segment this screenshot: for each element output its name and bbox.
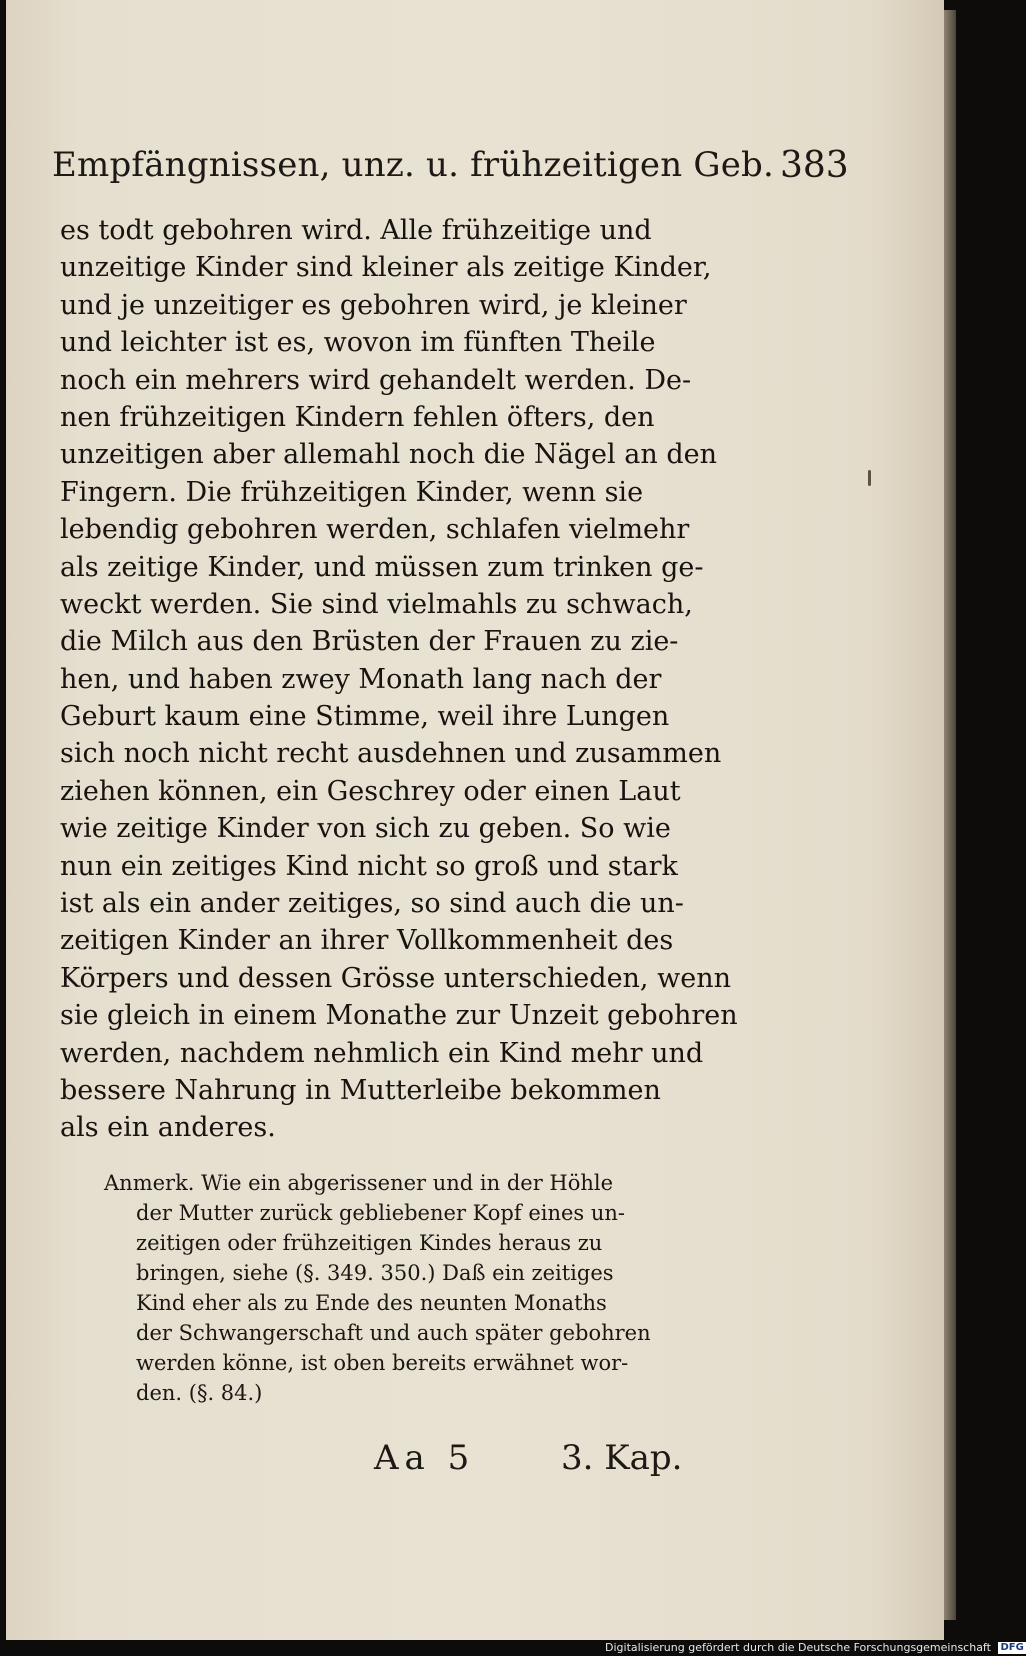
text-line: hen, und haben zwey Monath lang nach der <box>60 663 662 695</box>
note-line: zeitigen oder frühzeitigen Kindes heraus zu <box>136 1231 603 1255</box>
text-line: wie zeitige Kinder von sich zu geben. So wie <box>60 813 671 845</box>
catchword: 3. Kap. <box>561 1438 683 1478</box>
text-line: sie gleich in einem Monathe zur Unzeit gebohren <box>60 1000 738 1032</box>
text-line: Fingern. Die frühzeitigen Kinder, wenn sie <box>60 476 644 508</box>
page-edge-shadow <box>944 10 956 1620</box>
annotation-note <box>104 1168 694 1408</box>
text-line: und leichter ist es, wovon im fünften Theile <box>60 327 656 359</box>
digitization-credit <box>605 1640 1024 1656</box>
text-line: als ein anderes. <box>60 1112 276 1144</box>
text-line: lebendig gebohren werden, schlafen vielmehr <box>60 514 690 546</box>
dfg-logo: DFG <box>1000 1642 1024 1653</box>
text-line: unzeitigen aber allemahl noch die Nägel an den <box>60 439 717 471</box>
text-line: sich noch nicht recht ausdehnen und zusammen <box>60 738 722 770</box>
note-line: bringen, siehe (§. 349. 350.) Daß ein zeitiges <box>136 1261 614 1285</box>
paper-speck <box>868 470 871 486</box>
book-page <box>6 0 944 1640</box>
running-head: Empfängnissen, unz. u. frühzeitigen Geb. <box>52 145 774 185</box>
text-line: die Milch aus den Brüsten der Frauen zu zie- <box>60 626 679 658</box>
text-line: Körpers und dessen Grösse unterschieden, wenn <box>60 962 731 994</box>
text-line: weckt werden. Sie sind vielmahls zu schwach, <box>60 588 693 620</box>
page-number: 383 <box>780 145 849 186</box>
text-line: bessere Nahrung in Mutterleibe bekommen <box>60 1074 661 1106</box>
note-line: Anmerk. Wie ein abgerissener und in der Höhle <box>104 1171 614 1195</box>
text-line: zeitigen Kinder an ihrer Vollkommenheit des <box>60 925 674 957</box>
note-line: den. (§. 84.) <box>136 1381 263 1405</box>
text-line: als zeitige Kinder, und müssen zum trinken ge- <box>60 551 704 583</box>
text-line: nun ein zeitiges Kind nicht so groß und stark <box>60 850 678 882</box>
note-line: der Schwangerschaft und auch später gebohren <box>136 1321 651 1345</box>
signature-mark: Aa 5 <box>374 1438 476 1478</box>
note-line: werden könne, ist oben bereits erwähnet wor- <box>136 1351 629 1375</box>
text-line: werden, nachdem nehmlich ein Kind mehr und <box>60 1037 704 1069</box>
text-line: ziehen können, ein Geschrey oder einen Laut <box>60 775 681 807</box>
text-line: Geburt kaum eine Stimme, weil ihre Lungen <box>60 701 670 733</box>
text-line: ist als ein ander zeitiges, so sind auch die un- <box>60 888 684 920</box>
text-line: nen frühzeitigen Kindern fehlen öfters, den <box>60 401 655 433</box>
credit-text: Digitalisierung gefördert durch die Deutsche Forschungsgemeinschaft <box>605 1641 991 1654</box>
text-line: und je unzeitiger es gebohren wird, je kleiner <box>60 289 687 321</box>
text-line: es todt gebohren wird. Alle frühzeitige und <box>60 215 652 246</box>
text-line: unzeitige Kinder sind kleiner als zeitige Kinder, <box>60 252 712 284</box>
note-line: der Mutter zurück gebliebener Kopf eines un- <box>136 1201 626 1225</box>
note-line: Kind eher als zu Ende des neunten Monaths <box>136 1291 607 1315</box>
text-line: noch ein mehrers wird gehandelt werden. De- <box>60 364 692 396</box>
main-text <box>60 212 738 1147</box>
